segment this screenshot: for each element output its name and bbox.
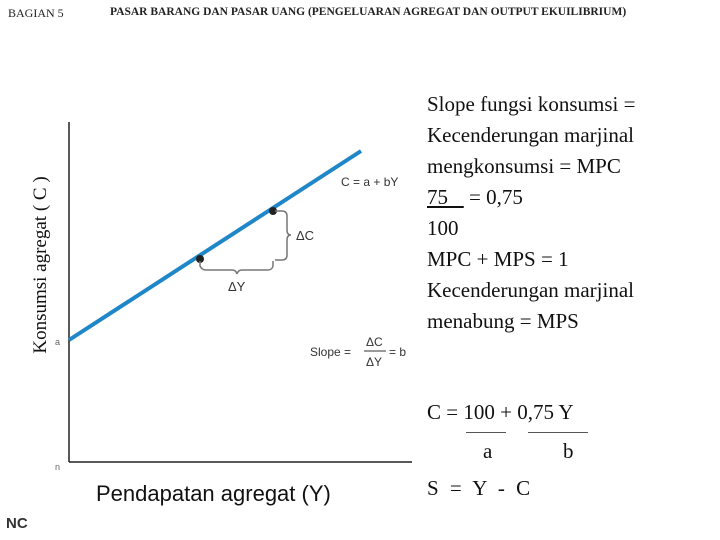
text-line: MPC + MPS = 1 bbox=[427, 247, 569, 271]
label-b: b bbox=[563, 439, 574, 463]
delta-c-label: ΔC bbox=[296, 228, 315, 243]
text-line: Kecenderungan marjinal bbox=[427, 123, 634, 147]
slope-num: ΔC bbox=[366, 335, 383, 349]
page-title: PASAR BARANG DAN PASAR UANG (PENGELUARAN AGREGAT DAN OUTPUT EKUILIBRIUM) bbox=[110, 6, 627, 18]
slope-text: Slope = bbox=[310, 345, 352, 359]
fraction-line bbox=[427, 182, 635, 213]
intercept-label: a bbox=[55, 337, 61, 347]
delta-c-bracket bbox=[275, 211, 291, 260]
x-axis-label: Pendapatan agregat (Y) bbox=[96, 481, 331, 506]
slope-den: ΔY bbox=[366, 355, 383, 369]
slope-eq: = b bbox=[389, 345, 407, 359]
saving-equation: S = Y - C bbox=[427, 476, 531, 500]
consumption-line bbox=[69, 151, 361, 340]
text-line: Kecenderungan marjinal bbox=[427, 278, 634, 302]
delta-y-label: ΔY bbox=[228, 279, 246, 294]
consumption-equation: C = 100 + 0,75 Y bbox=[427, 400, 574, 424]
text-line: menabung = MPS bbox=[427, 309, 579, 333]
y-axis-label: Konsumsi agregat ( C ) bbox=[30, 176, 51, 354]
underline-b bbox=[528, 432, 588, 433]
label-a: a bbox=[483, 439, 493, 463]
line-label: C = a + bY bbox=[341, 175, 399, 189]
text-line: mengkonsumsi = MPC bbox=[427, 154, 621, 178]
underline-a bbox=[466, 432, 506, 433]
fraction-numerator: 75 bbox=[427, 185, 448, 209]
text-line: Slope fungsi konsumsi = bbox=[427, 92, 636, 116]
fraction-result: = 0,75 bbox=[469, 185, 523, 209]
fraction-denominator: 100 bbox=[427, 216, 459, 240]
section-label: BAGIAN 5 bbox=[8, 6, 64, 20]
origin-label: n bbox=[55, 462, 61, 472]
explanation-block bbox=[427, 89, 635, 337]
delta-y-bracket bbox=[200, 261, 273, 274]
nc-logo: NC bbox=[6, 515, 28, 532]
